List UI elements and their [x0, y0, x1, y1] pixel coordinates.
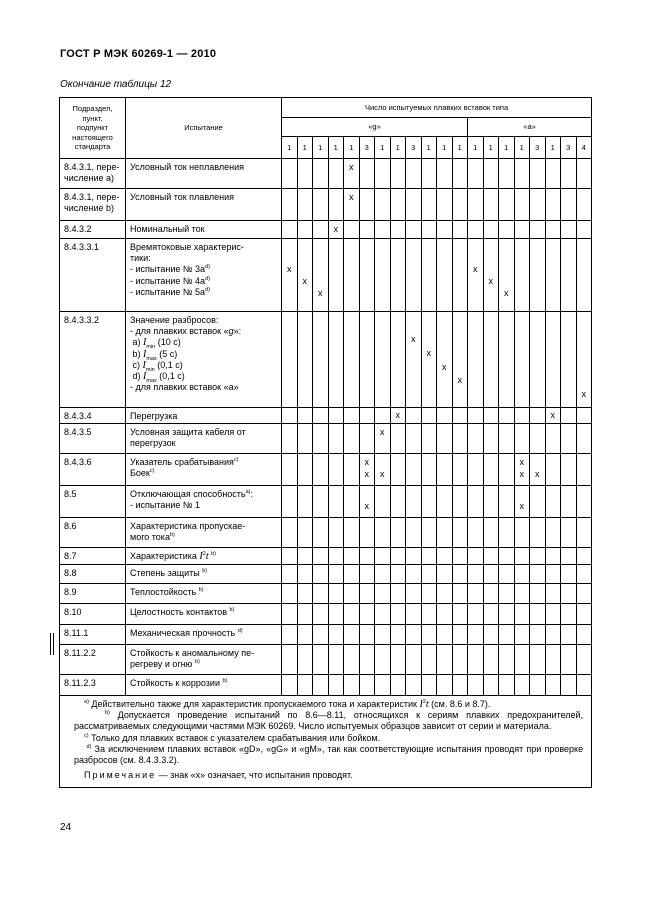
count-cell: 1 [421, 137, 437, 159]
section-cell: 8.4.3.3.2 [60, 312, 126, 408]
table-row [60, 584, 592, 604]
test-mark: x [504, 288, 509, 298]
revision-margin-bar [53, 633, 54, 655]
section-cell: 8.11.2.3 [60, 675, 126, 696]
section-cell: 8.10 [60, 604, 126, 625]
table-row [60, 408, 592, 424]
count-cell: 1 [514, 137, 530, 159]
section-cell: 8.4.3.1, пере- числение а) [60, 159, 126, 189]
test-mark: x [581, 389, 587, 399]
test-cell: Условная защита кабеля от перегрузок [126, 424, 282, 454]
test-mark: x [519, 457, 524, 467]
test-table [59, 97, 592, 788]
table-row [60, 486, 592, 518]
test-cell: Целостность контактов $^{b)}$ [126, 604, 282, 625]
column-group-a: «a» [468, 118, 592, 137]
test-cell: Механическая прочность $^{d)}$ [126, 625, 282, 645]
footnotes [60, 696, 592, 788]
table-row [60, 424, 592, 454]
count-cell: 4 [576, 137, 592, 159]
page-number: 24 [60, 822, 72, 833]
test-cell: Условный ток неплавления [126, 159, 282, 189]
test-mark: x [364, 457, 369, 467]
count-cell: 1 [452, 137, 468, 159]
count-cell: 3 [359, 137, 375, 159]
test-mark: x [457, 375, 462, 385]
table-note: Примечание — знак «х» означает, что испытания проводят. [84, 770, 353, 781]
table-row [60, 548, 592, 565]
footnote-d: $^{d)}$ За исключением плавких вставок «gD», «gG» и «gM», так как соответствующие испытания проводят при проверке разбросов (см. 8.4.3.3.2). [74, 743, 584, 766]
count-cell: 3 [530, 137, 546, 159]
count-cell: 1 [344, 137, 360, 159]
test-cell: Указатель срабатывания$^{c)}$ Боек$^{c)}$ [126, 454, 282, 486]
section-cell: 8.9 [60, 584, 126, 604]
test-mark: x [364, 501, 369, 511]
section-cell: 8.4.3.1, пере- числение b) [60, 189, 126, 221]
table-row [60, 454, 592, 486]
test-mark: x [550, 410, 555, 420]
revision-margin-bar [50, 633, 51, 655]
count-cell: 1 [328, 137, 344, 159]
test-mark: x [364, 469, 369, 479]
test-mark: x [426, 348, 431, 358]
test-mark: x [349, 162, 354, 172]
table-row [60, 565, 592, 584]
test-cell: Времятоковые характерис- тики: - испытание № $3а^{d)}$ - испытание № $4а^{d)}$ - испытание № $5а^{d)}$ [126, 239, 282, 312]
test-mark: x [395, 410, 400, 420]
test-cell: Значение разбросов: - для плавких вставок «g»: а) $I_{min}$ (10 с) b) $I_{max}$ (5 с) c) $I_{min}$ (0,1 с) d) $I_{max}$ (0,1 с) - для плавких вставок «а» [126, 312, 282, 408]
column-group-g: «g» [282, 118, 468, 137]
test-cell: Отключающая способность$^{a)}$: - испытание № 1 [126, 486, 282, 518]
test-mark: x [519, 469, 524, 479]
test-mark: x [442, 362, 447, 372]
table-row [60, 189, 592, 221]
footnotes-row [60, 696, 592, 788]
section-cell: 8.4.3.6 [60, 454, 126, 486]
test-cell: Условный ток плавления [126, 189, 282, 221]
test-cell: Стойкость к аномальному пе- регреву и огню $^{b)}$ [126, 645, 282, 675]
count-cell: 3 [406, 137, 422, 159]
test-cell: Теплостойкость $^{b)}$ [126, 584, 282, 604]
test-mark: x [535, 469, 540, 479]
table-row [60, 239, 592, 312]
table-row [60, 625, 592, 645]
test-mark: x [473, 264, 478, 274]
column-header-test: Испытание [126, 98, 282, 159]
footnote-a: $^{a)}$ Действительно также для характеристик пропускаемого тока и характеристик $I^2t$ (см. 8.6 и 8.7). [84, 699, 491, 710]
section-cell: 8.4.3.4 [60, 408, 126, 424]
count-cell: 1 [282, 137, 298, 159]
test-mark: x [488, 276, 493, 286]
test-cell: Характеристика $I^2t$ $^{b)}$ [126, 548, 282, 565]
test-mark: x [519, 501, 524, 511]
section-cell: 8.8 [60, 565, 126, 584]
table-row [60, 645, 592, 675]
test-cell: Перегрузка [126, 408, 282, 424]
section-cell: 8.7 [60, 548, 126, 565]
section-cell: 8.4.3.5 [60, 424, 126, 454]
section-cell: 8.4.3.3.1 [60, 239, 126, 312]
test-mark: x [333, 224, 338, 234]
count-cell: 1 [468, 137, 484, 159]
table-row [60, 518, 592, 548]
test-mark: x [349, 192, 354, 202]
table-row [60, 221, 592, 239]
table-row [60, 312, 592, 408]
table-row [60, 675, 592, 696]
count-cell: 3 [561, 137, 577, 159]
count-cell: 1 [499, 137, 515, 159]
count-cell: 1 [375, 137, 391, 159]
document-header: ГОСТ Р МЭК 60269-1 — 2010 [60, 48, 217, 60]
test-cell: Степень защиты $^{b)}$ [126, 565, 282, 584]
column-header-section: Подраздел, пункт, подпункт настоящего стандарта [60, 98, 126, 159]
test-mark: x [287, 264, 292, 274]
test-cell: Номинальный ток [126, 221, 282, 239]
section-cell: 8.6 [60, 518, 126, 548]
footnote-b: $^{b)}$ Допускается проведение испытаний по 8.6—8.11, относящихся к сериям плавких предохранителей, рассматриваемых следующими частями МЭК 60269. Число испытуемых образцов зависит от серии и материала. [74, 710, 584, 732]
section-cell: 8.11.2.2 [60, 645, 126, 675]
count-cell: 1 [545, 137, 561, 159]
count-cell: 1 [297, 137, 313, 159]
test-mark: x [302, 276, 307, 286]
test-cell: Стойкость к коррозии $^{b)}$ [126, 675, 282, 696]
table-row [60, 604, 592, 625]
test-mark: x [411, 334, 416, 344]
table-caption: Окончание таблицы 12 [60, 79, 172, 90]
table-row [60, 159, 592, 189]
test-mark: x [318, 288, 323, 298]
test-mark: x [380, 427, 385, 437]
test-cell: Характеристика пропускае- мого тока$^{b)}$ [126, 518, 282, 548]
section-cell: 8.5 [60, 486, 126, 518]
section-cell: 8.11.1 [60, 625, 126, 645]
footnote-c: $^{c)}$ Только для плавких вставок с указателем срабатывания или бойком. [84, 732, 381, 743]
section-cell: 8.4.3.2 [60, 221, 126, 239]
test-mark: x [380, 469, 385, 479]
count-cell: 1 [483, 137, 499, 159]
count-cell: 1 [437, 137, 453, 159]
count-cell: 1 [313, 137, 329, 159]
count-cell: 1 [390, 137, 406, 159]
column-header-number-of-fuse-links: Число испытуемых плавких вставок типа [282, 98, 592, 118]
